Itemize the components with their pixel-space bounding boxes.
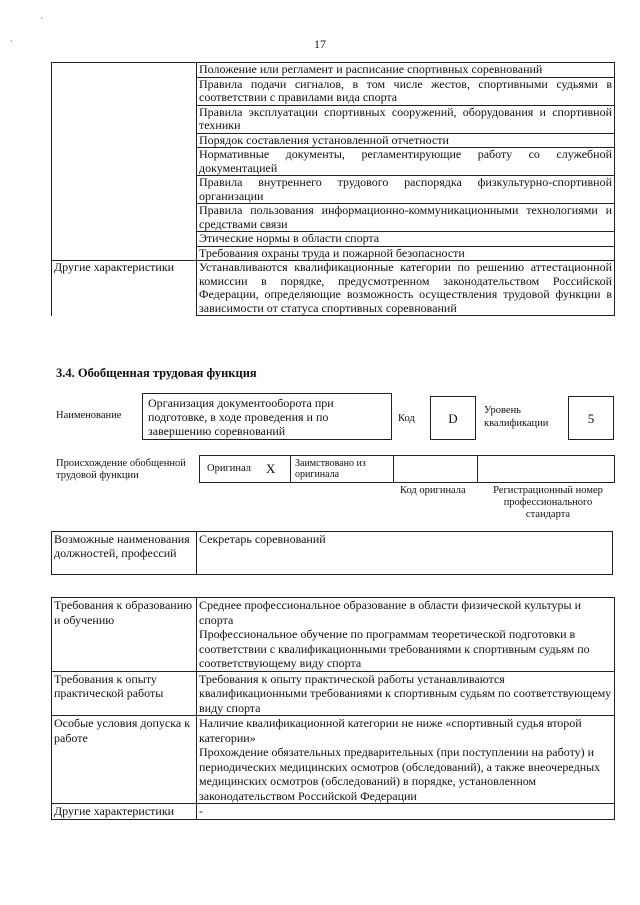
borrowed-label: Заимствовано из оригинала [290, 455, 394, 483]
original-mark: X [266, 461, 276, 476]
level-value: 5 [568, 396, 614, 440]
table-row: Правила пользования информационно-коммуникационными технологиями и средствами связи [197, 204, 615, 232]
requirement-value: - [197, 804, 615, 820]
origin-label: Происхождение обобщенной трудовой функции [56, 458, 186, 481]
table-row: Этические нормы в области спорта [197, 232, 615, 247]
table-row: Нормативные документы, регламентирующие работу со служебной документацией [197, 148, 615, 176]
requirement-value: Требования к опыту практической работы устанавливаются квалификационными требованиями к спортивным судьям по соответствующему виду спорта [197, 671, 615, 716]
scan-mark: ˴ [40, 12, 44, 23]
requirement-value: Наличие квалификационной категории не ниже «спортивный судья второй категории» Прохождение обязательных предварительных (при поступлении на работу) и периодических медицинских осмотров (обследований), а также внеочередных медицинских осмотров (обследований) в порядке, установленном законодательством Российской Федерации [197, 716, 615, 804]
requirement-label: Требования к опыту практической работы [52, 671, 197, 716]
table-left-blank [52, 63, 197, 261]
table-row: Правила подачи сигналов, в том числе жестов, спортивными судьями в соответствии с правилами вида спорта [197, 77, 615, 105]
requirement-value: Среднее профессиональное образование в области физической культуры и спорта Профессиональное обучение по программам теоретической подготовки в соответствии с квалификационными требованиями к спортивным судьям по соответствующему виду спорта [197, 598, 615, 672]
code-value: D [430, 396, 476, 440]
name-value: Организация документооборота при подготовке, в ходе проведения и по завершению соревнований [142, 393, 392, 440]
requirement-label: Требования к образованию и обучению [52, 598, 197, 672]
reg-number-box [477, 455, 615, 483]
positions-value: Секретарь соревнований [197, 532, 613, 575]
table-row: Требования охраны труда и пожарной безопасности [197, 246, 615, 261]
table-row: Положение или регламент и расписание спортивных соревнований [197, 63, 615, 78]
other-characteristics-label: Другие характеристики [52, 261, 197, 316]
knowledge-table [51, 62, 615, 316]
requirement-label: Особые условия допуска к работе [52, 716, 197, 804]
page-number: 17 [314, 37, 326, 51]
table-row: Порядок составления установленной отчетности [197, 133, 615, 148]
code-label: Код [398, 413, 415, 424]
positions-table [51, 531, 613, 575]
table-row: Правила внутреннего трудового распорядка физкультурно-спортивной организации [197, 176, 615, 204]
section-heading: 3.4. Обобщенная трудовая функция [56, 366, 257, 380]
level-label: Уровень квалификации [484, 405, 549, 429]
original-label: Оригинал [207, 463, 251, 474]
table-row: Правила эксплуатации спортивных сооружений, оборудования и спортивной техники [197, 105, 615, 133]
positions-label: Возможные наименования должностей, профессий [52, 532, 197, 575]
requirements-table [51, 597, 615, 820]
other-characteristics-value: Устанавливаются квалификационные категории по решению аттестационной комиссии в порядке, предусмотренном законодательством Российской Федерации, определяющие возможность осуществления трудовой функции в зависимости от статуса спортивных соревнований [197, 261, 615, 316]
name-label: Наименование [56, 410, 122, 421]
scan-mark: ` [10, 40, 14, 51]
code-original-label: Код оригинала [400, 485, 466, 496]
reg-number-label: Регистрационный номер профессионального стандарта [493, 485, 603, 520]
requirement-label: Другие характеристики [52, 804, 197, 820]
code-original-box [393, 455, 478, 483]
original-box [199, 455, 291, 483]
